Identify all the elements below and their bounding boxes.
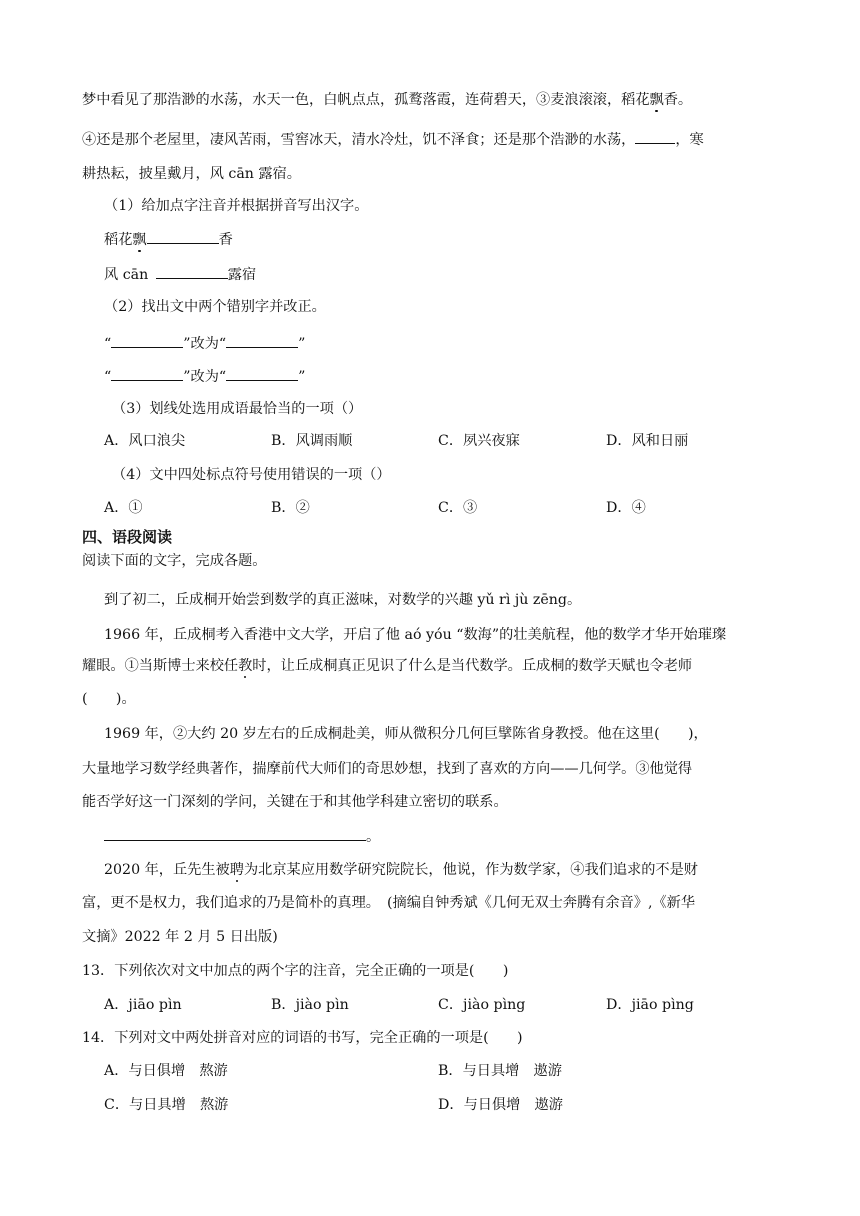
correction-line-2 bbox=[104, 365, 305, 387]
wrong-char-blank[interactable] bbox=[111, 365, 183, 381]
question-1-item-b bbox=[104, 263, 256, 285]
passage-text: ④还是那个老屋里，凄风苦雨，雪窖冰天，清水冷灶，饥不泽食；还是那个浩渺的水荡， bbox=[82, 132, 636, 148]
idiom-blank[interactable] bbox=[635, 128, 675, 144]
option-b[interactable]: B．② bbox=[271, 500, 310, 516]
reading-paragraph-5-line-3: 文摘》2022 年 2 月 5 日出版) bbox=[82, 929, 278, 945]
option-c[interactable]: C．③ bbox=[438, 500, 478, 516]
change-to-text: ”改为“ bbox=[183, 369, 227, 385]
quote-mark: “ bbox=[104, 336, 112, 352]
dotted-char: 教 bbox=[238, 658, 253, 674]
quote-mark: ” bbox=[298, 369, 306, 385]
reading-paragraph-2-line-2 bbox=[82, 656, 692, 676]
answer-blank[interactable] bbox=[156, 263, 228, 279]
option-c[interactable]: C．与日具增 熬游 bbox=[104, 1097, 229, 1113]
section-instruction: 阅读下面的文字，完成各题。 bbox=[82, 553, 267, 569]
question-3-title: （3）划线处选用成语最恰当的一项（） bbox=[112, 401, 363, 417]
reading-paragraph-1: 到了初二，丘成桐开始尝到数学的真正滋味，对数学的兴趣 yǔ rì jù zēng。 bbox=[104, 592, 582, 608]
question-1-title: （1）给加点字注音并根据拼音写出汉字。 bbox=[104, 198, 369, 214]
passage-text: ，寒 bbox=[675, 132, 704, 148]
item-text: 风 cān bbox=[104, 267, 153, 283]
section-heading: 四、语段阅读 bbox=[82, 528, 173, 546]
passage-line-1 bbox=[82, 90, 692, 110]
question-13-stem: 13．下列依次对文中加点的两个字的注音，完全正确的一项是( ) bbox=[82, 963, 509, 979]
correct-char-blank[interactable] bbox=[226, 365, 298, 381]
option-d[interactable]: D．④ bbox=[606, 500, 646, 516]
dotted-char: 飘 bbox=[132, 232, 147, 248]
dotted-char: 飘 bbox=[649, 92, 664, 108]
option-a[interactable]: A．jiāo pìn bbox=[104, 997, 182, 1013]
question-2-title: （2）找出文中两个错别字并改正。 bbox=[104, 299, 326, 315]
passage-text: 香。 bbox=[663, 92, 693, 108]
reading-text: 。 bbox=[366, 829, 381, 845]
wrong-char-blank[interactable] bbox=[111, 332, 183, 348]
reading-paragraph-3-line-3: 能否学好这一门深刻的学问，关键在于和其他学科建立密切的联系。 bbox=[82, 794, 508, 810]
reading-text: 耀眼。①当斯博士来校任 bbox=[82, 658, 239, 674]
option-b[interactable]: B．风调雨顺 bbox=[271, 433, 353, 449]
reading-text: 2020 年，丘先生被 bbox=[104, 862, 230, 878]
option-c[interactable]: C．jiào pìng bbox=[438, 997, 526, 1013]
passage-line-3: 耕热耘，披星戴月，风 cān 露宿。 bbox=[82, 166, 301, 182]
correct-char-blank[interactable] bbox=[226, 332, 298, 348]
reading-paragraph-2-line-1: 1966 年，丘成桐考入香港中文大学，开启了他 aó yóu “数海”的壮美航程，他的数学才华开始璀璨 bbox=[104, 627, 727, 643]
item-text: 稻花 bbox=[104, 232, 133, 248]
reading-paragraph-3-line-1: 1969 年，②大约 20 岁左右的丘成桐赴美，师从微积分几何巨擘陈省身教授。他在这里( )， bbox=[104, 726, 708, 742]
question-4-title: （4）文中四处标点符号使用错误的一项（） bbox=[112, 467, 391, 483]
option-d[interactable]: D．jiāo pìng bbox=[606, 997, 694, 1013]
item-text: 香 bbox=[218, 232, 233, 248]
option-a[interactable]: A．① bbox=[104, 500, 143, 516]
reading-paragraph-3-line-2: 大量地学习数学经典著作，揣摩前代大师们的奇思妙想，找到了喜欢的方向——几何学。③他觉得 bbox=[82, 761, 693, 777]
reading-text: 为北京某应用数学研究院院长，他说，作为数学家，④我们追求的不是财 bbox=[243, 862, 698, 878]
option-a[interactable]: A．风口浪尖 bbox=[104, 433, 186, 449]
passage-line-2 bbox=[82, 128, 704, 150]
option-b[interactable]: B．与日具增 遨游 bbox=[438, 1063, 562, 1079]
question-14-stem: 14．下列对文中两处拼音对应的词语的书写，完全正确的一项是( ) bbox=[82, 1030, 523, 1046]
question-1-item-a bbox=[104, 228, 233, 250]
option-d[interactable]: D．与日俱增 遨游 bbox=[438, 1097, 563, 1113]
sentence-blank[interactable] bbox=[104, 826, 366, 841]
change-to-text: ”改为“ bbox=[183, 336, 227, 352]
reading-blank-line bbox=[104, 826, 380, 847]
answer-blank[interactable] bbox=[147, 228, 219, 244]
correction-line-1 bbox=[104, 332, 305, 354]
quote-mark: “ bbox=[104, 369, 112, 385]
reading-text: 时，让丘成桐真正见识了什么是当代数学。丘成桐的数学天赋也令老师 bbox=[252, 658, 693, 674]
option-a[interactable]: A．与日俱增 熬游 bbox=[104, 1063, 228, 1079]
item-text: 露宿 bbox=[227, 267, 257, 283]
dotted-char: 聘 bbox=[229, 862, 244, 878]
option-d[interactable]: D．风和日丽 bbox=[606, 433, 689, 449]
quote-mark: ” bbox=[298, 336, 306, 352]
reading-paragraph-2-line-3: ( )。 bbox=[82, 691, 136, 707]
passage-text: 梦中看见了那浩渺的水荡，水天一色，白帆点点，孤鹜落霞，连荷碧天，③麦浪滚滚，稻花 bbox=[82, 92, 650, 108]
reading-paragraph-5-line-2: 富，更不是权力，我们追求的乃是简朴的真理。 (摘编自钟秀斌《几何无双士奔腾有余音》,《新华 bbox=[82, 895, 696, 911]
option-b[interactable]: B．jiào pìn bbox=[271, 997, 349, 1013]
reading-paragraph-5-line-1 bbox=[104, 860, 698, 880]
option-c[interactable]: C．夙兴夜寐 bbox=[438, 433, 520, 449]
